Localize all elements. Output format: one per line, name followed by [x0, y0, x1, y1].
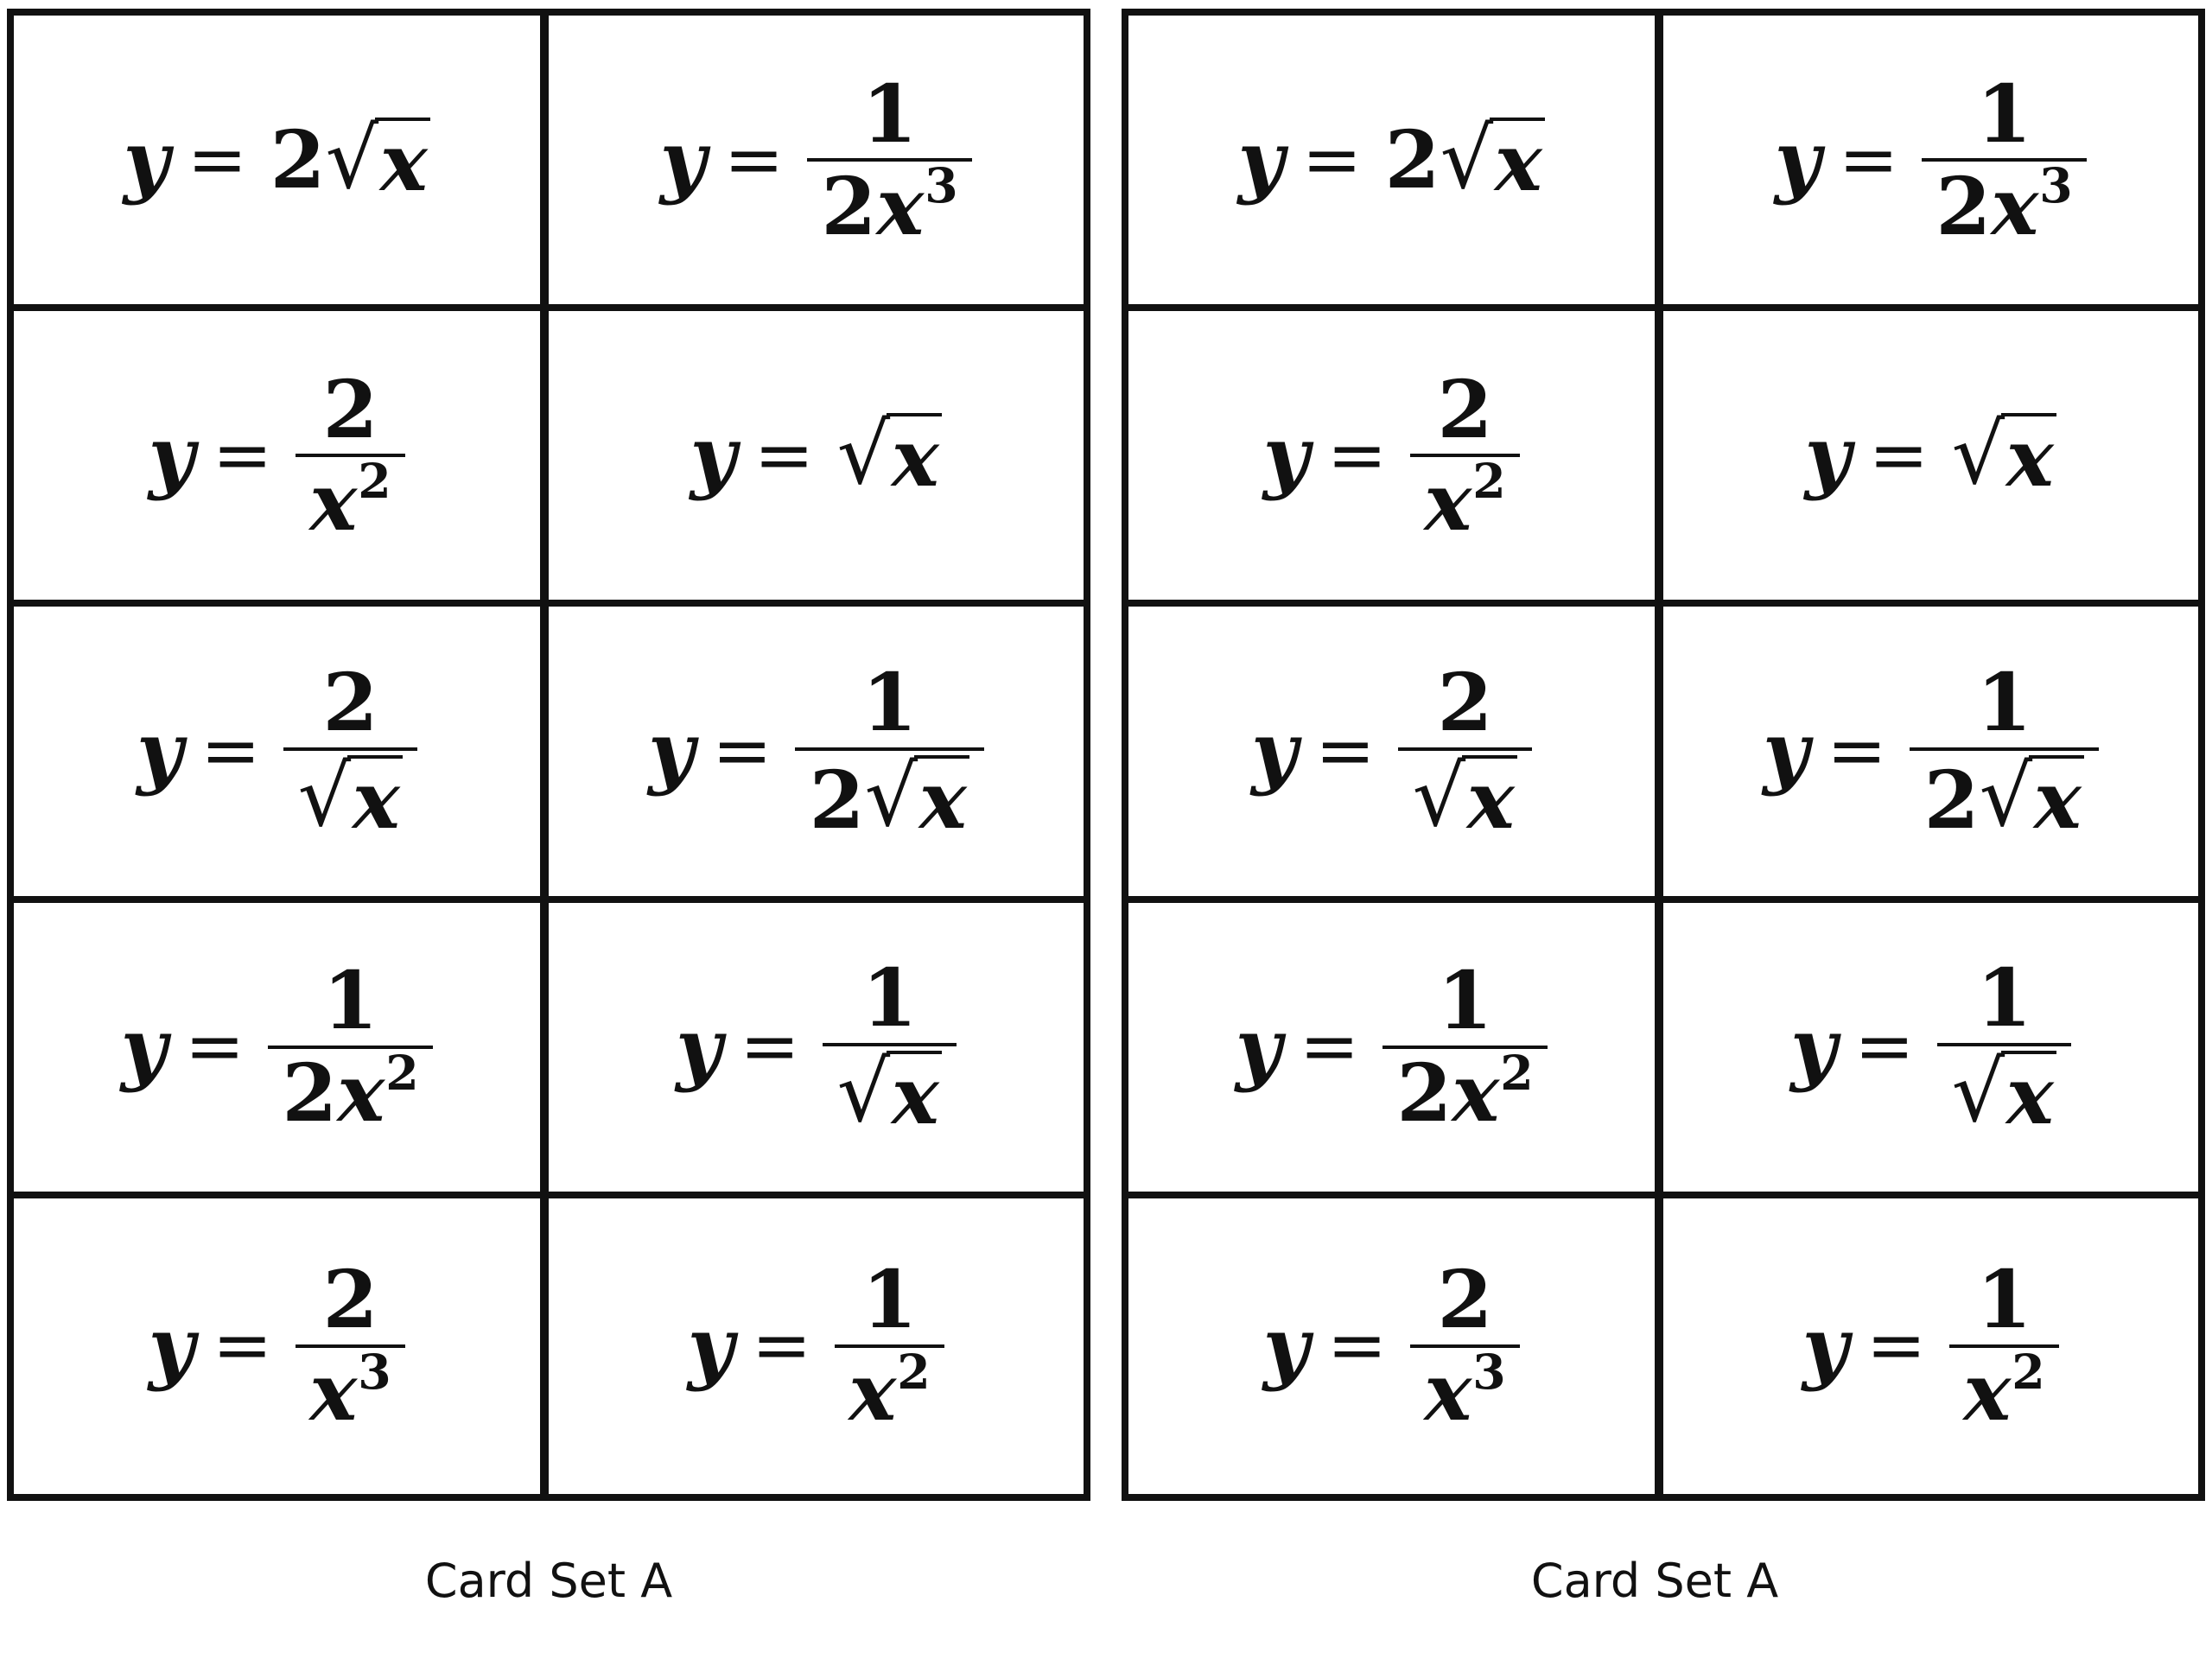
fraction: [807, 67, 972, 253]
radical-sign: √: [1412, 747, 1466, 846]
equals-sign: =: [1854, 1004, 1915, 1089]
square-root: [836, 1043, 943, 1143]
numerator: 1: [861, 67, 918, 161]
variable-y: y: [137, 704, 183, 798]
variable-x: x: [309, 1345, 358, 1440]
equation: [1262, 362, 1520, 549]
exponent: 2: [1500, 1045, 1534, 1102]
exponent: 2: [2012, 1344, 2045, 1401]
card-y-equals-2-sqrt-x[interactable]: [1128, 16, 1663, 311]
exponent: 2: [897, 1344, 931, 1401]
card-y-equals-2-over-x-squared[interactable]: [14, 311, 549, 607]
numerator: 1: [861, 1253, 918, 1347]
denominator: [1410, 1344, 1520, 1440]
equation: [1237, 110, 1546, 209]
numerator: 1: [1437, 954, 1493, 1048]
variable-x: x: [1963, 1345, 2012, 1440]
fraction: [1382, 954, 1548, 1141]
equation: [137, 656, 417, 847]
card-y-equals-sqrt-x[interactable]: [549, 311, 1084, 607]
denominator: [835, 1344, 944, 1440]
variable-y: y: [120, 1000, 168, 1094]
card-y-equals-1-over-2x-squared[interactable]: [14, 903, 549, 1198]
variable-x: x: [1991, 159, 2039, 253]
equation: [648, 656, 984, 847]
fraction: [296, 362, 405, 549]
card-y-equals-1-over-2-sqrt-x[interactable]: [549, 607, 1084, 902]
radical-sign: √: [836, 1043, 891, 1141]
denominator: [823, 1043, 957, 1143]
variable-x: x: [849, 1345, 897, 1440]
equals-sign: =: [1838, 117, 1899, 201]
radical-sign: √: [1951, 1043, 2005, 1141]
equation: [659, 67, 972, 253]
numerator: 1: [861, 951, 918, 1046]
card-y-equals-1-over-2x-cubed[interactable]: [1663, 16, 2198, 311]
numerator: 1: [861, 656, 918, 750]
variable-y: y: [1262, 409, 1310, 503]
numerator: 1: [1976, 67, 2032, 161]
variable-x: x: [1424, 1345, 1472, 1440]
variable-y: y: [148, 1299, 195, 1393]
card-set-a-right: [1122, 9, 2205, 1501]
variable-x: x: [876, 159, 925, 253]
denominator: [795, 747, 984, 847]
variable-x: x: [914, 755, 969, 840]
variable-x: x: [347, 755, 403, 840]
radical-sign: √: [836, 405, 891, 504]
numerator: 2: [1437, 656, 1493, 750]
variable-x: x: [1424, 454, 1472, 549]
variable-y: y: [123, 113, 170, 207]
numerator: 2: [1437, 362, 1493, 456]
card-y-equals-1-over-sqrt-x[interactable]: [1663, 903, 2198, 1198]
denominator: [1922, 158, 2087, 253]
equation: [1790, 951, 2071, 1143]
card-set-caption-left: Card Set A: [424, 1554, 673, 1608]
denominator: [296, 454, 405, 549]
equation: [1802, 1253, 2059, 1440]
square-root: [297, 747, 404, 847]
variable-x: x: [309, 454, 358, 549]
denominator: [1398, 747, 1532, 847]
denominator: [1410, 454, 1520, 549]
exponent: 2: [358, 454, 391, 511]
exponent: 3: [2039, 158, 2073, 215]
radical-sign: √: [297, 747, 352, 846]
denominator: [807, 158, 972, 253]
card-y-equals-1-over-sqrt-x[interactable]: [549, 903, 1084, 1198]
numerator: 1: [1976, 1253, 2032, 1347]
card-y-equals-2-over-sqrt-x[interactable]: [14, 607, 549, 902]
equals-sign: =: [712, 709, 772, 793]
square-root: [1951, 1043, 2057, 1143]
variable-x: x: [1452, 1046, 1500, 1141]
fraction: [1410, 1253, 1520, 1440]
denominator: [1910, 747, 2099, 847]
denominator-coefficient: 2: [1396, 1046, 1452, 1141]
square-root: [325, 110, 431, 209]
numerator: 2: [322, 656, 378, 750]
exponent: 3: [358, 1344, 391, 1401]
equals-sign: =: [187, 117, 248, 201]
fraction: [835, 1253, 944, 1440]
equals-sign: =: [740, 1004, 800, 1089]
equation: [676, 951, 957, 1143]
variable-y: y: [690, 409, 737, 503]
fraction: [1910, 656, 2099, 847]
card-set-caption-right: Card Set A: [1530, 1554, 1779, 1608]
exponent: 3: [925, 158, 958, 215]
variable-x: x: [887, 1051, 942, 1135]
variable-y: y: [1774, 113, 1821, 207]
variable-x: x: [1490, 118, 1545, 202]
variable-y: y: [148, 409, 195, 503]
numerator: 2: [1437, 1253, 1493, 1347]
square-root: [864, 747, 970, 847]
equals-sign: =: [723, 117, 785, 201]
square-root: [836, 405, 943, 505]
variable-y: y: [676, 1000, 722, 1094]
card-y-equals-2-over-x-cubed[interactable]: [1128, 1198, 1663, 1494]
numerator: 2: [322, 1253, 378, 1347]
card-y-equals-1-over-2x-squared[interactable]: [1128, 903, 1663, 1198]
fraction: [296, 1253, 405, 1440]
denominator-coefficient: 2: [1936, 159, 1992, 253]
fraction: [1922, 67, 2087, 253]
fraction: [1949, 1253, 2059, 1440]
equation: [120, 954, 433, 1141]
square-root: [1951, 405, 2057, 505]
variable-y: y: [648, 704, 695, 798]
radical-sign: √: [864, 747, 918, 846]
variable-x: x: [2001, 1051, 2056, 1135]
equation: [1763, 656, 2099, 847]
equals-sign: =: [1827, 709, 1887, 793]
equals-sign: =: [1301, 117, 1363, 201]
denominator: [283, 747, 417, 847]
variable-y: y: [1790, 1000, 1837, 1094]
equation: [1262, 1253, 1520, 1440]
card-y-equals-sqrt-x[interactable]: [1663, 311, 2198, 607]
equals-sign: =: [184, 1004, 245, 1089]
equals-sign: =: [212, 1303, 273, 1388]
denominator: [1937, 1043, 2071, 1143]
equals-sign: =: [1299, 1004, 1360, 1089]
numerator: 1: [1976, 951, 2032, 1046]
exponent: 3: [1472, 1344, 1506, 1401]
card-set-a-left: [7, 9, 1090, 1501]
variable-x: x: [1462, 755, 1517, 840]
equals-sign: =: [1326, 1303, 1388, 1388]
variable-x: x: [2029, 755, 2084, 840]
fraction: [1398, 656, 1532, 847]
variable-y: y: [659, 113, 707, 207]
variable-y: y: [1802, 1299, 1849, 1393]
exponent: 2: [1472, 454, 1506, 511]
denominator: [268, 1045, 433, 1141]
numerator: 1: [322, 954, 378, 1048]
card-y-equals-1-over-2x-cubed[interactable]: [549, 16, 1084, 311]
square-root: [1440, 110, 1546, 209]
variable-y: y: [1804, 409, 1852, 503]
coefficient: 2: [270, 113, 326, 207]
square-root: [1979, 747, 2085, 847]
variable-y: y: [1235, 1000, 1282, 1094]
card-y-equals-1-over-2-sqrt-x[interactable]: [1663, 607, 2198, 902]
denominator-coefficient: 2: [821, 159, 877, 253]
equals-sign: =: [1868, 412, 1929, 497]
equation: [1774, 67, 2087, 253]
coefficient: 2: [1384, 113, 1440, 207]
equals-sign: =: [1326, 412, 1388, 497]
variable-x: x: [887, 413, 942, 498]
card-y-equals-1-over-x-squared[interactable]: [549, 1198, 1084, 1494]
variable-y: y: [687, 1299, 734, 1393]
radical-sign: √: [1440, 110, 1494, 208]
fraction: [1937, 951, 2071, 1143]
fraction: [283, 656, 417, 847]
equation: [1235, 954, 1548, 1141]
equals-sign: =: [212, 412, 273, 497]
variable-x: x: [2001, 413, 2056, 498]
equation: [1251, 656, 1532, 847]
variable-x: x: [337, 1046, 385, 1141]
numerator: 1: [1976, 656, 2032, 750]
equals-sign: =: [200, 709, 261, 793]
equals-sign: =: [1866, 1303, 1927, 1388]
card-y-equals-2-sqrt-x[interactable]: [14, 16, 549, 311]
variable-y: y: [1763, 704, 1809, 798]
card-y-equals-2-over-sqrt-x[interactable]: [1128, 607, 1663, 902]
fraction: [268, 954, 433, 1141]
fraction: [795, 656, 984, 847]
variable-y: y: [1237, 113, 1285, 207]
equation: [148, 1253, 405, 1440]
equals-sign: =: [1315, 709, 1376, 793]
equals-sign: =: [753, 412, 815, 497]
denominator-coefficient: 2: [809, 753, 865, 847]
square-root: [1412, 747, 1518, 847]
card-y-equals-2-over-x-cubed[interactable]: [14, 1198, 549, 1494]
denominator-coefficient: 2: [282, 1046, 338, 1141]
fraction: [823, 951, 957, 1143]
radical-sign: √: [325, 110, 379, 208]
radical-sign: √: [1951, 405, 2005, 504]
variable-x: x: [375, 118, 430, 202]
denominator: [1382, 1045, 1548, 1141]
equation: [148, 362, 405, 549]
equals-sign: =: [751, 1303, 812, 1388]
variable-y: y: [1262, 1299, 1310, 1393]
card-y-equals-1-over-x-squared[interactable]: [1663, 1198, 2198, 1494]
equation: [687, 1253, 944, 1440]
numerator: 2: [322, 362, 378, 456]
equation: [690, 405, 943, 505]
radical-sign: √: [1979, 747, 2033, 846]
equation: [123, 110, 431, 209]
exponent: 2: [385, 1045, 419, 1102]
denominator: [296, 1344, 405, 1440]
variable-y: y: [1251, 704, 1298, 798]
denominator: [1949, 1344, 2059, 1440]
denominator-coefficient: 2: [1923, 753, 1980, 847]
card-y-equals-2-over-x-squared[interactable]: [1128, 311, 1663, 607]
fraction: [1410, 362, 1520, 549]
equation: [1804, 405, 2057, 505]
